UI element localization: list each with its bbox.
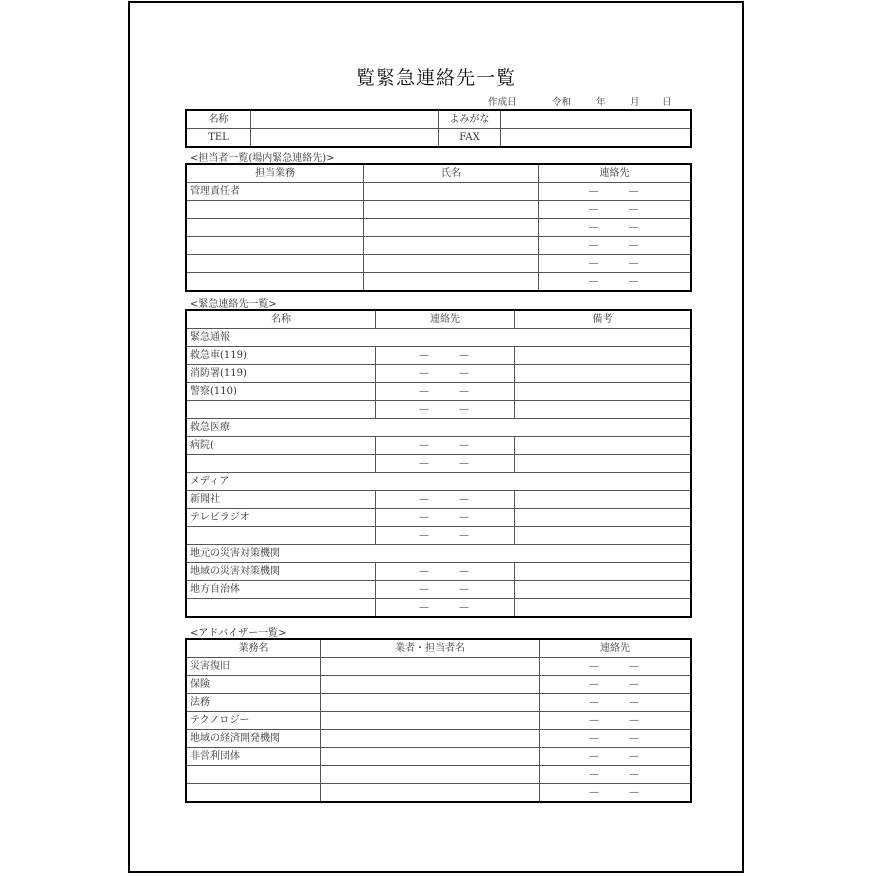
advisor-contact-cell[interactable] — [540, 658, 691, 676]
phone-separator: — — [628, 276, 641, 287]
page-title: 覧緊急連絡先一覧 — [355, 67, 516, 89]
phone-separator: — — [459, 494, 471, 505]
emergency-notes-cell[interactable] — [515, 383, 691, 401]
phone-separator: — — [629, 787, 641, 798]
emergency-contact-cell[interactable] — [376, 455, 515, 473]
phone-separator: — — [589, 679, 601, 690]
advisor-vendor-cell[interactable] — [321, 676, 540, 694]
phone-separator: — — [419, 512, 431, 523]
emergency-contact-cell[interactable] — [376, 581, 515, 599]
emergency-row — [187, 365, 691, 383]
name-label: 名称 — [187, 111, 251, 129]
phone-separator: — — [589, 697, 601, 708]
emergency-contact-cell[interactable] — [376, 491, 515, 509]
emergency-row — [187, 347, 691, 365]
advisor-business-cell[interactable]: 保険 — [187, 676, 321, 694]
advisor-business-cell[interactable]: 法務 — [187, 694, 321, 712]
emergency-row — [187, 491, 691, 509]
phone-separator: — — [589, 661, 601, 672]
form-page — [128, 1, 744, 873]
phone-separator: — — [589, 715, 601, 726]
emergency-contact-cell[interactable] — [376, 527, 515, 545]
emergency-name-cell[interactable]: 地方自治体 — [187, 581, 376, 599]
advisor-row — [187, 748, 691, 766]
advisor-business-cell[interactable]: 地域の経済開発機関 — [187, 730, 321, 748]
staff-name-cell[interactable] — [364, 201, 539, 219]
emergency-name-cell[interactable]: 地域の災害対策機関 — [187, 563, 376, 581]
advisor-section-label: <アドバイザー一覧> — [190, 628, 287, 639]
emergency-notes-cell[interactable] — [515, 491, 691, 509]
staff-name-cell[interactable] — [364, 237, 539, 255]
kana-label: よみがな — [439, 111, 501, 129]
advisor-business-cell[interactable]: 災害復旧 — [187, 658, 321, 676]
phone-separator: — — [628, 222, 641, 233]
staff-name-cell[interactable] — [364, 273, 539, 291]
phone-separator: — — [629, 697, 641, 708]
emergency-group-row — [187, 473, 691, 491]
header-table — [186, 110, 691, 147]
phone-separator: — — [459, 404, 471, 415]
advisor-col-vendor: 業者・担当者名 — [321, 640, 540, 658]
emergency-name-cell[interactable]: 病院( — [187, 437, 376, 455]
advisor-col-business: 業務名 — [187, 640, 321, 658]
emergency-col-name: 名称 — [187, 311, 376, 329]
advisor-row — [187, 712, 691, 730]
emergency-group-row — [187, 329, 691, 347]
emergency-row — [187, 383, 691, 401]
phone-separator: — — [419, 386, 431, 397]
phone-separator: — — [589, 733, 601, 744]
emergency-notes-cell[interactable] — [515, 401, 691, 419]
advisor-row — [187, 676, 691, 694]
advisor-row — [187, 694, 691, 712]
advisor-vendor-cell[interactable] — [321, 748, 540, 766]
phone-separator: — — [459, 386, 471, 397]
phone-separator: — — [628, 258, 641, 269]
emergency-contact-cell[interactable] — [376, 401, 515, 419]
phone-separator: — — [419, 566, 431, 577]
emergency-notes-cell[interactable] — [515, 437, 691, 455]
staff-row — [187, 183, 691, 201]
staff-col-name: 氏名 — [364, 165, 539, 183]
emergency-group-row — [187, 419, 691, 437]
phone-separator: — — [589, 787, 601, 798]
date-era: 令和 — [552, 97, 572, 108]
emergency-name-cell[interactable] — [187, 401, 376, 419]
advisor-business-cell[interactable] — [187, 766, 321, 784]
phone-separator: — — [588, 240, 601, 251]
emergency-notes-cell[interactable] — [515, 455, 691, 473]
advisor-contact-cell[interactable] — [540, 748, 691, 766]
phone-separator: — — [459, 584, 471, 595]
phone-separator: — — [459, 368, 471, 379]
phone-separator: — — [459, 440, 471, 451]
emergency-notes-cell[interactable] — [515, 365, 691, 383]
phone-separator: — — [419, 458, 431, 469]
phone-separator: — — [629, 715, 641, 726]
emergency-contact-cell[interactable] — [376, 563, 515, 581]
tel-field[interactable] — [251, 129, 439, 147]
advisor-vendor-cell[interactable] — [321, 712, 540, 730]
phone-separator: — — [589, 751, 601, 762]
staff-row — [187, 255, 691, 273]
staff-contact-cell[interactable] — [539, 183, 691, 201]
phone-separator: — — [459, 602, 471, 613]
emergency-row — [187, 581, 691, 599]
advisor-row — [187, 766, 691, 784]
emergency-group-label: 救急医療 — [187, 419, 691, 437]
phone-separator: — — [419, 440, 431, 451]
phone-separator: — — [629, 733, 641, 744]
phone-separator: — — [459, 350, 471, 361]
staff-contact-cell[interactable] — [539, 219, 691, 237]
emergency-row — [187, 563, 691, 581]
emergency-name-cell[interactable] — [187, 599, 376, 617]
advisor-contact-cell[interactable] — [540, 766, 691, 784]
emergency-group-label: メディア — [187, 473, 691, 491]
phone-separator: — — [628, 186, 641, 197]
staff-duty-cell[interactable]: 管理責任者 — [187, 183, 364, 201]
staff-section-label: <担当者一覧(場内緊急連絡先)> — [190, 153, 335, 164]
staff-contact-cell[interactable] — [539, 201, 691, 219]
staff-row — [187, 237, 691, 255]
advisor-vendor-cell[interactable] — [321, 730, 540, 748]
advisor-business-cell[interactable]: テクノロジー — [187, 712, 321, 730]
fax-field[interactable] — [501, 129, 691, 147]
staff-row — [187, 273, 691, 291]
emergency-name-cell[interactable]: 警察(110) — [187, 383, 376, 401]
emergency-table — [186, 310, 691, 617]
phone-separator: — — [628, 204, 641, 215]
emergency-name-cell[interactable]: 新聞社 — [187, 491, 376, 509]
emergency-section-label: <緊急連絡先一覧> — [190, 299, 277, 310]
emergency-contact-cell[interactable] — [376, 347, 515, 365]
advisor-row — [187, 784, 691, 802]
date-year: 年 — [596, 97, 606, 108]
phone-separator: — — [588, 258, 601, 269]
phone-separator: — — [419, 368, 431, 379]
phone-separator: — — [588, 276, 601, 287]
tel-label: TEL — [187, 129, 251, 147]
emergency-notes-cell[interactable] — [515, 527, 691, 545]
advisor-vendor-cell[interactable] — [321, 694, 540, 712]
phone-separator: — — [459, 458, 471, 469]
phone-separator: — — [629, 769, 641, 780]
staff-name-cell[interactable] — [364, 183, 539, 201]
advisor-row — [187, 658, 691, 676]
advisor-contact-cell[interactable] — [540, 694, 691, 712]
phone-separator: — — [588, 222, 601, 233]
emergency-name-cell[interactable]: 救急車(119) — [187, 347, 376, 365]
staff-row — [187, 219, 691, 237]
emergency-contact-cell[interactable] — [376, 599, 515, 617]
staff-col-contact: 連絡先 — [539, 165, 691, 183]
phone-separator: — — [628, 240, 641, 251]
advisor-table — [186, 639, 691, 802]
emergency-row — [187, 599, 691, 617]
emergency-row — [187, 401, 691, 419]
phone-separator: — — [419, 494, 431, 505]
emergency-notes-cell[interactable] — [515, 599, 691, 617]
kana-field[interactable] — [501, 111, 691, 129]
staff-contact-cell[interactable] — [539, 255, 691, 273]
staff-contact-cell[interactable] — [539, 273, 691, 291]
phone-separator: — — [419, 530, 431, 541]
advisor-contact-cell[interactable] — [540, 676, 691, 694]
phone-separator: — — [459, 530, 471, 541]
emergency-contact-cell[interactable] — [376, 509, 515, 527]
staff-col-duty: 担当業務 — [187, 165, 364, 183]
date-month: 月 — [630, 97, 640, 108]
emergency-notes-cell[interactable] — [515, 563, 691, 581]
staff-duty-cell[interactable] — [187, 219, 364, 237]
emergency-name-cell[interactable]: 消防署(119) — [187, 365, 376, 383]
staff-row — [187, 201, 691, 219]
emergency-contact-cell[interactable] — [376, 365, 515, 383]
emergency-contact-cell[interactable] — [376, 437, 515, 455]
emergency-name-cell[interactable]: テレビラジオ — [187, 509, 376, 527]
advisor-business-cell[interactable] — [187, 784, 321, 802]
date-day: 日 — [662, 97, 672, 108]
staff-duty-cell[interactable] — [187, 237, 364, 255]
emergency-contact-cell[interactable] — [376, 383, 515, 401]
emergency-group-label: 地元の災害対策機関 — [187, 545, 691, 563]
phone-separator: — — [419, 404, 431, 415]
advisor-business-cell[interactable]: 非営利団体 — [187, 748, 321, 766]
phone-separator: — — [588, 186, 601, 197]
emergency-col-notes: 備考 — [515, 311, 691, 329]
staff-table — [186, 164, 691, 291]
phone-separator: — — [588, 204, 601, 215]
advisor-col-contact: 連絡先 — [540, 640, 691, 658]
emergency-notes-cell[interactable] — [515, 581, 691, 599]
phone-separator: — — [629, 751, 641, 762]
staff-name-cell[interactable] — [364, 219, 539, 237]
phone-separator: — — [589, 769, 601, 780]
staff-name-cell[interactable] — [364, 255, 539, 273]
phone-separator: — — [629, 661, 641, 672]
advisor-row — [187, 730, 691, 748]
emergency-notes-cell[interactable] — [515, 347, 691, 365]
emergency-notes-cell[interactable] — [515, 509, 691, 527]
emergency-row — [187, 437, 691, 455]
staff-duty-cell[interactable] — [187, 201, 364, 219]
advisor-contact-cell[interactable] — [540, 712, 691, 730]
emergency-name-cell[interactable] — [187, 455, 376, 473]
emergency-group-label: 緊急通報 — [187, 329, 691, 347]
phone-separator: — — [419, 350, 431, 361]
phone-separator: — — [459, 566, 471, 577]
emergency-name-cell[interactable] — [187, 527, 376, 545]
staff-duty-cell[interactable] — [187, 273, 364, 291]
fax-label: FAX — [439, 129, 501, 147]
advisor-contact-cell[interactable] — [540, 784, 691, 802]
advisor-vendor-cell[interactable] — [321, 766, 540, 784]
name-field[interactable] — [251, 111, 439, 129]
phone-separator: — — [629, 679, 641, 690]
emergency-row — [187, 509, 691, 527]
emergency-col-contact: 連絡先 — [376, 311, 515, 329]
staff-contact-cell[interactable] — [539, 237, 691, 255]
phone-separator: — — [419, 602, 431, 613]
phone-separator: — — [459, 512, 471, 523]
advisor-vendor-cell[interactable] — [321, 658, 540, 676]
advisor-contact-cell[interactable] — [540, 730, 691, 748]
staff-duty-cell[interactable] — [187, 255, 364, 273]
date-label: 作成日 — [488, 97, 517, 108]
phone-separator: — — [419, 584, 431, 595]
emergency-row — [187, 455, 691, 473]
advisor-vendor-cell[interactable] — [321, 784, 540, 802]
emergency-row — [187, 527, 691, 545]
emergency-group-row — [187, 545, 691, 563]
